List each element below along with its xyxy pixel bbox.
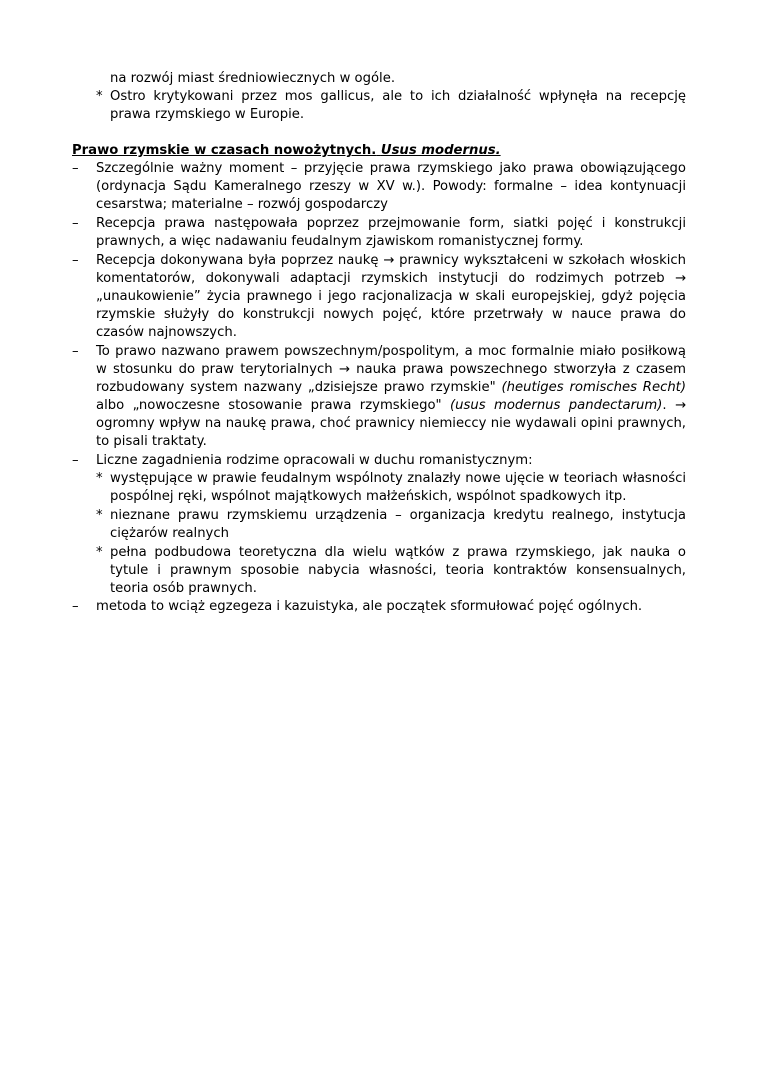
dash-bullet: – xyxy=(72,453,79,468)
section-heading-italic: Usus modernus. xyxy=(380,143,501,158)
sub-item-text: pełna podbudowa teoretyczna dla wielu wątków z prawa rzymskiego, jak nauka o tytule i prawnym sposobie nabycia własności, teoria kontraktów konsensualnych, teoria osób prawnych. xyxy=(110,545,686,596)
bullet-text: Recepcja prawa następowała poprzez przejmowanie form, siatki pojęć i konstrukcji prawnych, a więc nadawaniu feudalnym zjawiskom romanistycznej formy. xyxy=(96,216,686,249)
bullet-text-part: albo „nowoczesne stosowanie prawa rzymskiego" xyxy=(96,398,450,413)
dash-bullet: – xyxy=(72,344,79,359)
star-bullet: * xyxy=(96,89,103,104)
bullet-text: Szczególnie ważny moment – przyjęcie prawa rzymskiego jako prawa obowiązującego (ordynacja Sądu Kameralnego rzeszy w XV w.). Powody: formalne – idea kontynuacji cesarstwa; materialne – rozwój gospodarczy xyxy=(96,161,686,212)
bullet-text: Liczne zagadnienia rodzime opracowali w duchu romanistycznym: xyxy=(96,453,533,468)
bullet-text-italic: (heutiges romisches Recht) xyxy=(501,380,687,395)
bullet-text xyxy=(96,343,686,451)
bullet-item xyxy=(72,252,686,342)
section-heading xyxy=(72,142,686,160)
dash-bullet: – xyxy=(72,161,79,176)
intro-star-item-text: Ostro krytykowani przez mos gallicus, ale to ich działalność wpłynęła na recepcję prawa rzymskiego w Europie. xyxy=(110,89,686,122)
dash-bullet: – xyxy=(72,253,79,268)
document-content xyxy=(72,70,686,616)
star-bullet: * xyxy=(96,545,103,560)
bullet-text: metoda to wciąż egzegeza i kazuistyka, ale początek sformułować pojęć ogólnych. xyxy=(96,599,643,614)
bullet-text-italic: (usus modernus pandectarum) xyxy=(450,398,663,413)
bullet-item xyxy=(72,215,686,251)
sub-item xyxy=(96,507,686,543)
section-heading-main: Prawo rzymskie w czasach nowożytnych. xyxy=(72,143,377,158)
star-bullet: * xyxy=(96,471,103,486)
intro-star-item xyxy=(96,88,686,124)
bullet-item xyxy=(72,343,686,451)
intro-continuation: na rozwój miast średniowiecznych w ogóle. xyxy=(110,71,396,86)
sub-item-text: nieznane prawu rzymskiemu urządzenia – organizacja kredytu realnego, instytucja ciężarów realnych xyxy=(110,508,686,541)
sub-item xyxy=(96,470,686,506)
bullet-item xyxy=(72,452,686,470)
bullet-text-part: . → ogromny wpływ na naukę prawa, choć prawnicy niemieccy nie wydawali opini prawnych, to pisali traktaty. xyxy=(96,398,687,449)
bullet-text: Recepcja dokonywana była poprzez naukę → prawnicy wykształceni w szkołach włoskich komentatorów, dokonywali adaptacji rzymskich instytucji do rodzimych potrzeb → „unaukowienie” życia prawnego i jego racjonalizacja w skali europejskiej, gdyż pojęcia rzymskie służyły do konstrukcji nowych pojęć, które przetrwały w nauce prawa do czasów najnowszych. xyxy=(96,253,686,340)
dash-bullet: – xyxy=(72,216,79,231)
star-bullet: * xyxy=(96,508,103,523)
bullet-text-part: To prawo nazwano prawem powszechnym/pospolitym, a moc formalnie miało posiłkową w stosunku do praw terytorialnych → nauka prawa powszechnego stworzyła z czasem rozbudowany system nazwany „dzisiejsze prawo rzymskie" xyxy=(96,344,686,395)
bullet-item xyxy=(72,160,686,214)
dash-bullet: – xyxy=(72,599,79,614)
sub-item-text: występujące w prawie feudalnym wspólnoty znalazły nowe ujęcie w teoriach własności pospólnej ręki, wspólnot majątkowych małżeńskich, wspólnot spadkowych itp. xyxy=(110,471,686,504)
bullet-item xyxy=(72,598,686,616)
sub-item xyxy=(96,544,686,598)
